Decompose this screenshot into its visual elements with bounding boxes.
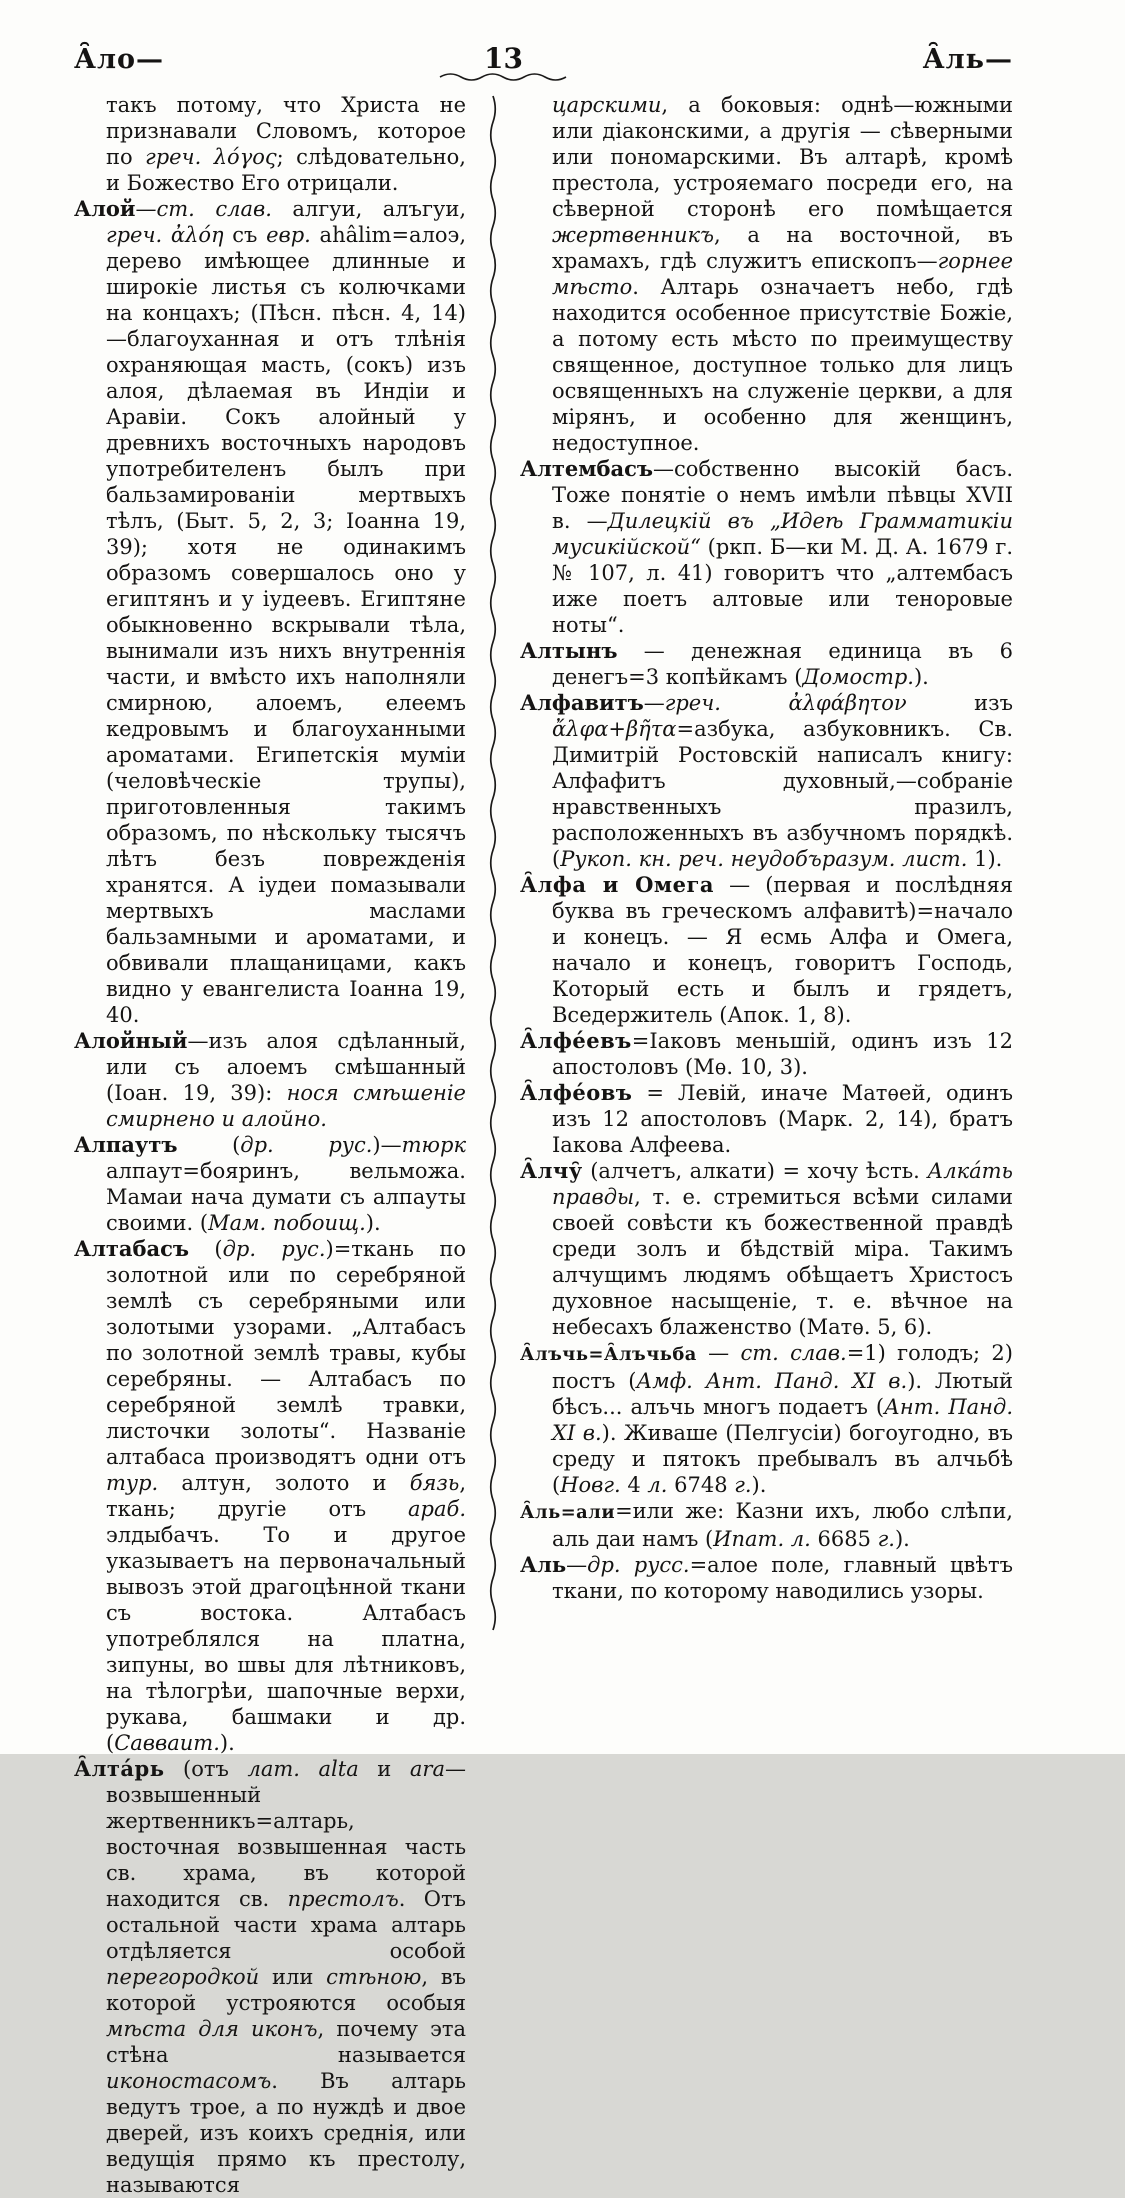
text-run: . Въ алтарь ведутъ трое, а по нуждѣ и двое дверей, изъ коихъ среднія, или ведущія прямо къ престолу, называются (106, 2069, 466, 2197)
headword: Аль (520, 1552, 567, 1577)
text-run: (ркп. Б—ки М. Д. А. 1679 г. № 107, л. 41) говоритъ что „алтембасъ иже поетъ алтовые или теноровые ноты“. (552, 535, 1013, 637)
text-run (201, 145, 213, 169)
text-run: . Отъ остальной части храма алтарь отдѣляется особой (106, 1887, 466, 1963)
page-number-block (204, 44, 803, 82)
headword: А̑лфа и Омега (520, 872, 714, 897)
text-run (721, 691, 789, 715)
text-run: )=ткань по золотной или по серебряной землѣ съ серебряными или золотыми узорами. „Алтабасъ по золотной землѣ травы, кубы серебряны. — Алтабасъ по серебряной землѣ травки, листочки золоты“. Названіе алтабаса производятъ одни отъ (106, 1237, 466, 1469)
text-run: араб. (408, 1497, 466, 1521)
text-run: (отъ (164, 1757, 248, 1781)
text-run: или (259, 1965, 327, 1989)
text-run: ( (189, 1237, 223, 1261)
text-run: горнее мѣсто (552, 249, 1013, 299)
text-run: — денежная единица въ 6 денегъ=3 копѣйкамъ ( (552, 639, 1013, 689)
text-run: алтун, золото и (158, 1471, 410, 1495)
text-run: (алчетъ, алкати) = хочу ѣсть. (582, 1159, 928, 1183)
entry-aloy (74, 196, 466, 1028)
text-run: алгуи, алъгуи, (271, 197, 466, 221)
text-run: —возвышенный жертвенникъ=алтарь, восточная возвышенная часть св. храма, въ которой находится св. (106, 1757, 466, 1911)
text-run: =или же: Казни ихъ, любо слѣпи, аль даи намъ ( (552, 1499, 1013, 1551)
text-run: съ (223, 223, 267, 247)
text-run: — (696, 1341, 741, 1365)
entry-altabas (74, 1236, 466, 1756)
text-run: — (566, 1553, 588, 1577)
text-run: ἀλόη (170, 223, 224, 247)
left-column (74, 92, 466, 2198)
text-run: , а на восточной, въ храмахъ, гдѣ служитъ епископъ— (552, 223, 1013, 273)
text-run: Савваит. (114, 1731, 220, 1755)
headword: Алпаутъ (74, 1132, 178, 1157)
entry-continued-from-previous-page (74, 92, 466, 196)
text-run: ). Лютый бѣсъ... алъчь многъ подаетъ ( (552, 1369, 1014, 1419)
text-run: ἄλφα+βῆτα (552, 717, 677, 741)
entry-altar (74, 1756, 466, 2198)
text-run: =1) голодъ; 2) постъ ( (552, 1341, 1013, 1393)
text-run: Мам. побоищ. (208, 1211, 366, 1235)
text-run: и (358, 1757, 410, 1781)
text-run: греч. (106, 223, 163, 247)
entry-alchu (520, 1158, 1013, 1340)
text-run: 1). (967, 847, 1003, 871)
page-number: 13 (484, 42, 523, 75)
text-run: ). (219, 1731, 235, 1755)
text-run: —изъ алоя сдѣланный, или съ алоемъ смѣшанный (Іоан. 19, 39): (106, 1029, 466, 1105)
entry-altyn (520, 638, 1013, 690)
text-run: , въ которой устрояются особыя (106, 1965, 466, 2015)
text-run (162, 223, 171, 247)
text-run: Рукоп. кн. реч. неудобъразум. лист. (560, 847, 968, 871)
text-run: такъ потому, что Христа не признавали Словомъ, которое по (106, 93, 466, 169)
text-run: ). (751, 1473, 767, 1497)
entry-alpaut (74, 1132, 466, 1236)
text-run: Домостр. (802, 665, 914, 689)
text-run: , почему эта стѣна называется (106, 2017, 466, 2067)
text-run: нося смѣшеніе смирнено и алойно. (106, 1081, 466, 1131)
text-run: — (643, 691, 665, 715)
text-run: Алка́ть правды (552, 1159, 1013, 1209)
entry-al (520, 1552, 1013, 1604)
headword: А̑лчу̑ (520, 1158, 583, 1183)
right-column (520, 92, 1013, 1604)
text-run: =Іаковъ меньшій, одинъ изъ 12 апостоловъ (Мѳ. 10, 3). (552, 1029, 1013, 1079)
headword: Алой (74, 196, 136, 221)
text-run: лат. alta (247, 1757, 359, 1781)
text-run: Ант. Панд. XI в. (552, 1395, 1013, 1445)
running-head-right: А̑ль— (922, 44, 1013, 75)
text-run: алпаут=бояринъ, вельможа. Мамаи нача думати съ алпауты своими. ( (106, 1159, 466, 1235)
entry-altar-continuation (520, 92, 1013, 456)
text-run: ahâlim=алоэ, дерево имѣющее длинные и широкіе листья съ колючками на концахъ; (Пѣсн. пѣсн. 4, 14)—благоуханная и отъ тлѣнія охраняющая масть, (сокъ) изъ алоя, дѣлаемая въ Индіи и Аравіи. Сокъ алойный у древнихъ восточныхъ народовъ употребителенъ былъ при бальзамированіи мертвыхъ тѣлъ, (Быт. 5, 2, 3; Іоанна 19, 39); хотя не одинакимъ образомъ совершалось оно у египтянъ и у іудеевъ. Египтяне обыкновенно вскрывали тѣла, вынимали изъ нихъ внутреннія части, и вмѣсто ихъ наполняли смирною, алоемъ, елеемъ кедровымъ и благоуханными ароматами. Египетскія муміи (человѣческіе трупы), приготовленныя такимъ образомъ, по нѣскольку тысячъ лѣтъ безъ поврежденія хранятся. А іудеи помазывали мертвыхъ маслами бальзамными и ароматами, и обвивали плащаницами, какъ видно у евангелиста Іоанна 19, 40. (106, 223, 466, 1027)
text-run: ( (177, 1133, 241, 1157)
text-run: —собственно высокій басъ. Тоже понятіе о немъ имѣли пѣвцы XVII в. — (552, 457, 1013, 533)
headword: Алтембасъ (520, 456, 654, 481)
text-run: ). (913, 665, 929, 689)
text-run: , т. е. стремиться всѣми силами своей совѣсти къ божественной правдѣ среди золъ и бѣдствій міра. Такимъ алчущимъ людямъ обѣщаетъ Христосъ духовное насыщеніе, т. е. вѣчное на небесахъ блаженство (Матѳ. 5, 6). (552, 1185, 1013, 1339)
text-run: ἀλφάβητον (788, 691, 907, 715)
text-run: ). (365, 1211, 381, 1235)
text-run: престолъ (287, 1887, 399, 1911)
text-run: λόγος (213, 145, 277, 169)
text-run: г. (877, 1527, 895, 1551)
entry-alfa-i-omega (520, 872, 1013, 1028)
text-run: 6748 (667, 1473, 735, 1497)
headword: А̑лфе́овъ (520, 1080, 633, 1105)
text-run: 6685 (810, 1527, 878, 1551)
text-run: , ткань; другіе отъ (106, 1471, 466, 1521)
text-run: евр. (266, 223, 311, 247)
entry-alfeev (520, 1028, 1013, 1080)
text-run: тюрк (401, 1133, 466, 1157)
column-divider-line (487, 94, 499, 1639)
headword: Алфавитъ (520, 690, 644, 715)
text-run: греч. (145, 145, 202, 169)
headword: Алтабасъ (74, 1236, 190, 1261)
headword: А̑ль=али (520, 1502, 616, 1523)
entry-altembas (520, 456, 1013, 638)
text-run: ст. слав. (740, 1341, 847, 1365)
text-run: стѣною (326, 1965, 422, 1989)
headword: А̑лъчь=А̑лъчьба (520, 1344, 697, 1365)
headword: А̑лфе́евъ (520, 1028, 632, 1053)
text-run: — (первая и послѣдняя буква въ греческомъ алфавитѣ)=начало и конецъ. — Я есмь Алфа и Омега, начало и конецъ, говоритъ Господь, Который есть и былъ и грядетъ, Вседержитель (Апок. 1, 8). (552, 873, 1013, 1027)
entry-aloyny (74, 1028, 466, 1132)
entry-alfeov (520, 1080, 1013, 1158)
headword: Алойный (74, 1028, 188, 1053)
text-run: =алое поле, главный цвѣтъ ткани, по которому наводились узоры. (552, 1553, 1013, 1603)
text-run: бязь (409, 1471, 460, 1495)
entry-al-ali (520, 1498, 1013, 1552)
text-run: = Левій, иначе Матѳей, одинъ изъ 12 апостоловъ (Марк. 2, 14), братъ Іакова Алфеева. (552, 1081, 1013, 1157)
text-run: др. рус. (222, 1237, 326, 1261)
page-body (74, 92, 1013, 2198)
text-run: . Алтарь означаетъ небо, гдѣ находится особенное присутствіе Божіе, а потому есть мѣсто по преимуществу священное, доступное только для лицъ освященныхъ на служеніе церкви, а для мірянъ, и особенно для женщинъ, недоступное. (552, 275, 1013, 455)
text-run: =азбука, азбуковникъ. Св. Димитрій Ростовскій написалъ книгу: Алфафитъ духовный,—собраніе нравственныхъ празилъ, расположенныхъ въ азбучномъ порядкѣ. ( (552, 717, 1013, 871)
text-run: ara (409, 1757, 445, 1781)
running-head (74, 44, 1013, 82)
text-run: тур. (106, 1471, 159, 1495)
text-run: др. рус. (240, 1133, 373, 1157)
text-run: жертвенникъ (552, 223, 715, 247)
text-run: царскими (552, 93, 662, 117)
text-run: Дилецкій въ „Идеѣ Грамматикіи мусикійской“ (552, 509, 1013, 559)
column-divider (466, 92, 520, 1639)
text-run: Ипат. л. (713, 1527, 811, 1551)
text-run: изъ (906, 691, 1013, 715)
text-run: греч. (664, 691, 721, 715)
headword: Алтынъ (520, 638, 618, 663)
entry-alch (520, 1340, 1013, 1498)
text-run: перегородкой (106, 1965, 260, 1989)
text-run: г. (734, 1473, 752, 1497)
text-run: мѣста для иконъ (106, 2017, 318, 2041)
text-run: , а боковыя: однѣ—южными или діаконскими, а другія — сѣверными или пономарскими. Въ алтарѣ, кромѣ престола, устрояемаго посреди его, на сѣверной сторонѣ его помѣщается (552, 93, 1013, 221)
text-run: )— (372, 1133, 402, 1157)
text-run: ; слѣдовательно, и Божество Его отрицали. (106, 145, 466, 195)
running-head-left: А̑ло— (74, 44, 165, 75)
entry-alfavit (520, 690, 1013, 872)
text-run: 4 (620, 1473, 648, 1497)
text-run: иконостасомъ (106, 2069, 272, 2093)
text-run: ). (894, 1527, 910, 1551)
text-run: — (135, 197, 157, 221)
text-run: элдыбачъ. То и другое указываетъ на первоначальный вывозъ этой драгоцѣнной ткани съ востока. Алтабасъ употреблялся на платна, зипуны, во швы для лѣтниковъ, на тѣлогрѣи, шапочные верхи, рукава, башмаки и др. ( (106, 1523, 466, 1755)
text-run: л. (647, 1473, 668, 1497)
text-run: Новг. (560, 1473, 621, 1497)
text-run: ). Живаше (Пелгусіи) богоугодно, въ среду и пятокъ пребывалъ въ алчьбѣ ( (552, 1421, 1013, 1497)
text-run: др. русс. (587, 1553, 690, 1577)
headword: А̑лта́рь (74, 1756, 165, 1781)
text-run: Амф. Ант. Панд. XI в. (636, 1369, 908, 1393)
text-run: ст. слав. (156, 197, 272, 221)
